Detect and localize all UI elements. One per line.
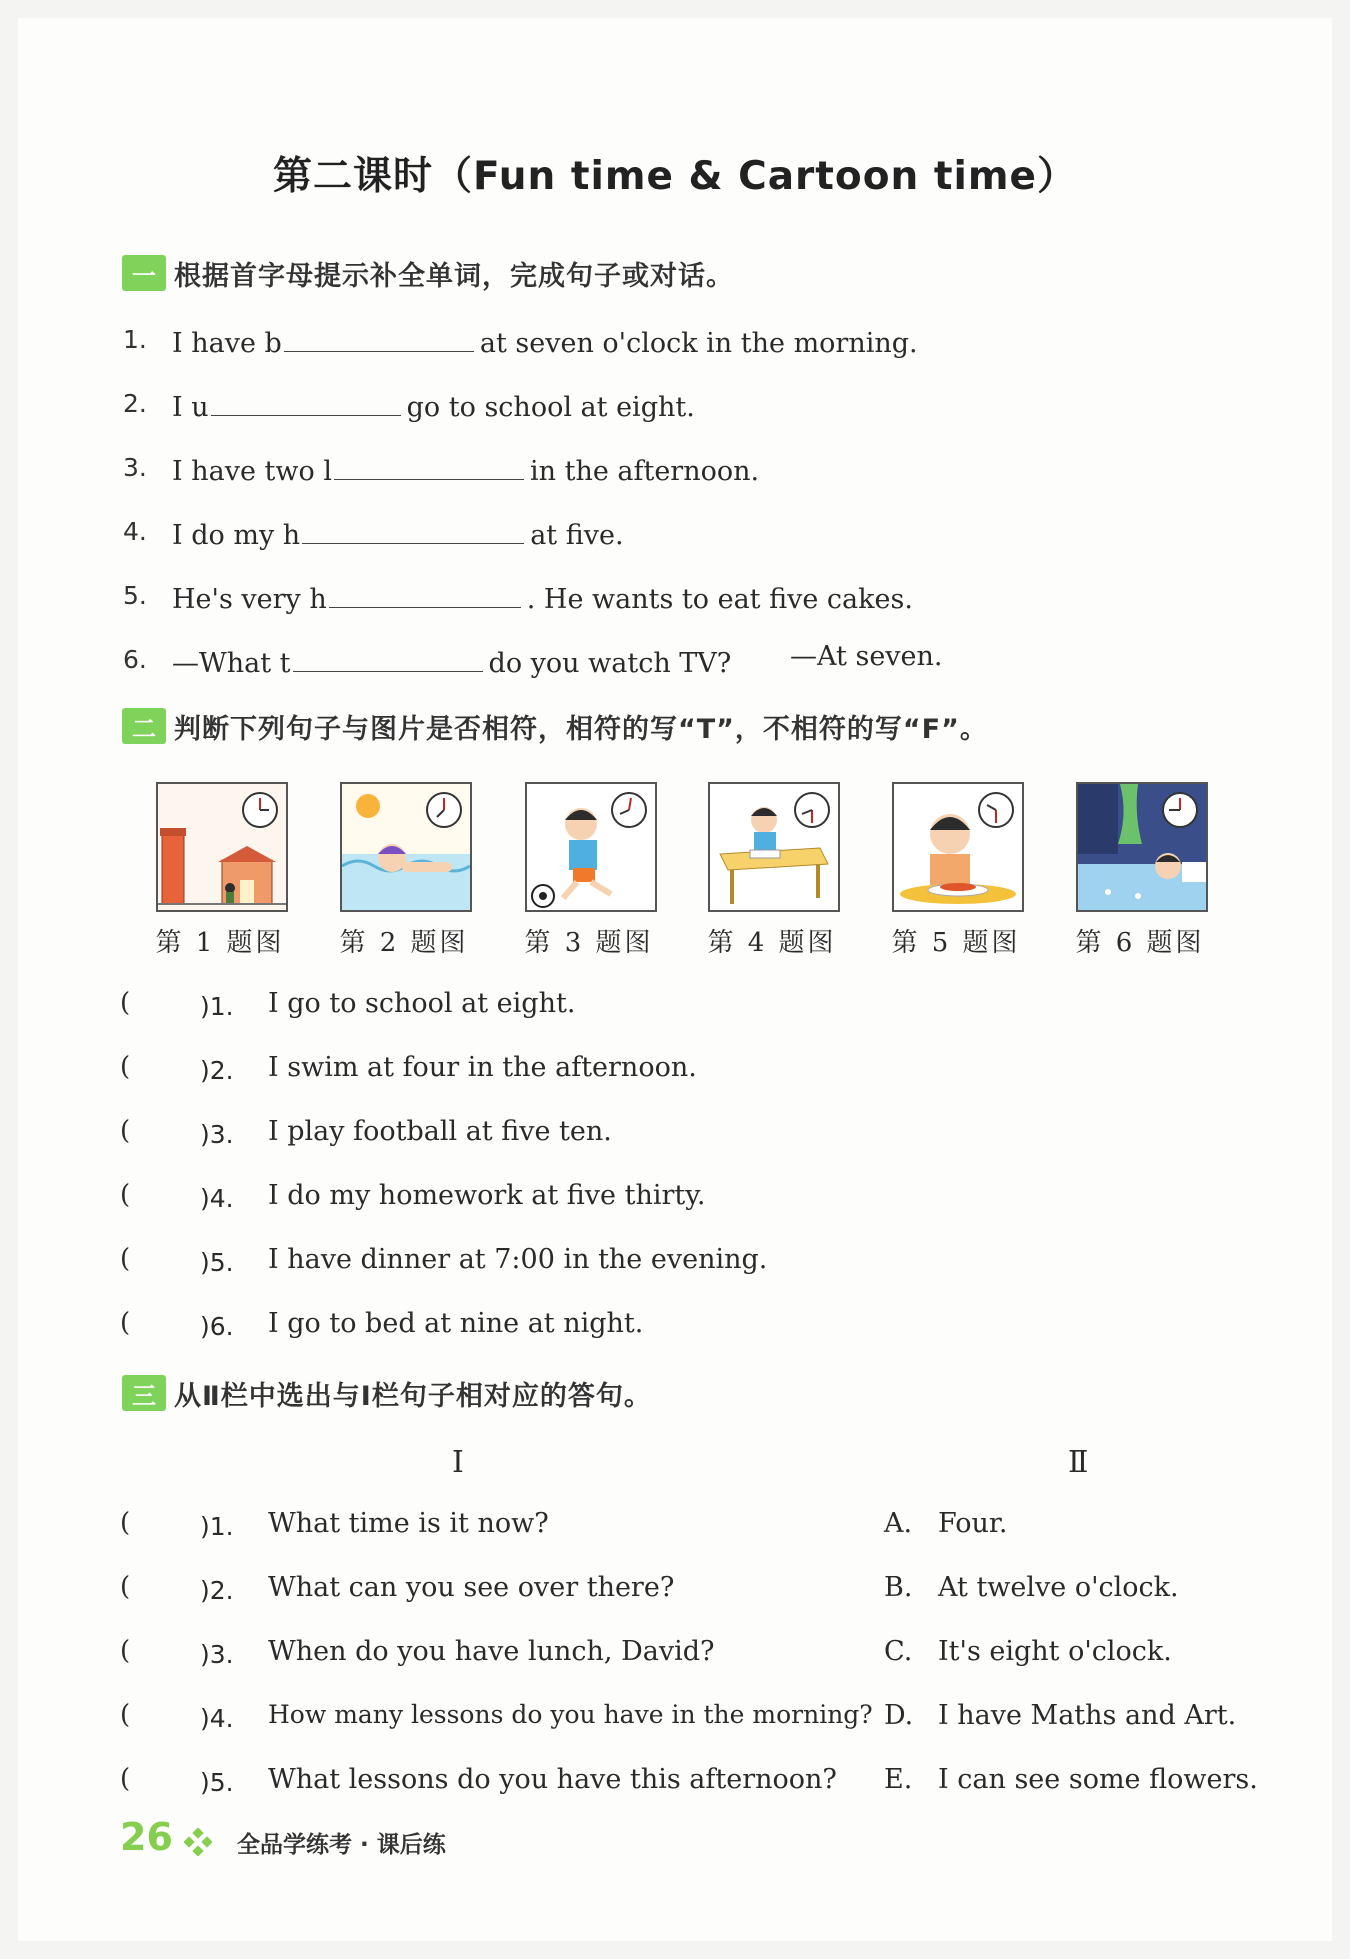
- clock-icon: [792, 790, 832, 830]
- answer-paren[interactable]: (: [120, 1180, 131, 1210]
- item-text: I swim at four in the afternoon.: [268, 1052, 697, 1083]
- item-text: I play football at five ten.: [268, 1116, 612, 1147]
- item-number: )2.: [200, 1056, 234, 1085]
- item-number: 5.: [123, 581, 147, 610]
- item-text: I go to bed at nine at night.: [268, 1308, 644, 1339]
- clock-icon: [424, 790, 464, 830]
- item-text: He's very h . He wants to eat five cakes.: [172, 577, 913, 615]
- answer-paren[interactable]: (: [120, 1636, 131, 1666]
- item-number: )4.: [200, 1704, 234, 1733]
- answer-blank[interactable]: [211, 385, 401, 416]
- question-text: What can you see over there?: [268, 1572, 675, 1603]
- question-text: What time is it now?: [268, 1508, 549, 1539]
- answer-blank[interactable]: [293, 641, 483, 672]
- picture-caption-2: 第 2 题图: [339, 928, 469, 958]
- answer-blank[interactable]: [302, 513, 524, 544]
- item-text: I do my homework at five thirty.: [268, 1180, 706, 1211]
- item-number: )3.: [200, 1640, 234, 1669]
- section-3-header: [122, 1373, 652, 1413]
- picture-caption-4: 第 4 题图: [707, 928, 837, 958]
- answer-blank[interactable]: [284, 321, 474, 352]
- option-letter: B.: [884, 1572, 913, 1603]
- picture-caption-3: 第 3 题图: [524, 928, 654, 958]
- page-title: 第二课时（Fun time & Cartoon time）: [273, 154, 1077, 199]
- page-number: 26: [120, 1815, 173, 1859]
- clock-icon: [609, 790, 649, 830]
- answer-blank[interactable]: [329, 577, 521, 608]
- item-number: 4.: [123, 517, 147, 546]
- item-text: —What t do you watch TV?: [172, 641, 731, 679]
- item-number: 6.: [123, 645, 147, 674]
- item-text: I u go to school at eight.: [172, 385, 695, 423]
- diamond-logo-icon: [184, 1828, 212, 1856]
- option-text: It's eight o'clock.: [938, 1636, 1172, 1667]
- answer-paren[interactable]: (: [120, 1052, 131, 1082]
- item-text: I have two l in the afternoon.: [172, 449, 759, 487]
- answer-paren[interactable]: (: [120, 1116, 131, 1146]
- option-text: I can see some flowers.: [938, 1764, 1258, 1795]
- section-3-instruction: 从Ⅱ栏中选出与Ⅰ栏句子相对应的答句。: [174, 1380, 652, 1412]
- picture-4-homework: [708, 782, 840, 912]
- option-text: At twelve o'clock.: [938, 1572, 1179, 1603]
- picture-caption-6: 第 6 题图: [1075, 928, 1205, 958]
- section-2-instruction: 判断下列句子与图片是否相符，相符的写“T”，不相符的写“F”。: [174, 713, 988, 745]
- picture-2-swimming: [340, 782, 472, 912]
- item-number: )4.: [200, 1184, 234, 1213]
- clock-icon: [240, 790, 280, 830]
- option-letter: A.: [884, 1508, 913, 1539]
- clock-icon: [976, 790, 1016, 830]
- section-2-badge: 二: [122, 708, 166, 744]
- item-number: )1.: [200, 1512, 234, 1541]
- item-number: )5.: [200, 1248, 234, 1277]
- question-text: What lessons do you have this afternoon?: [268, 1764, 837, 1795]
- section-2-header: [122, 706, 988, 746]
- option-text: I have Maths and Art.: [938, 1700, 1237, 1731]
- answer-paren[interactable]: (: [120, 1308, 131, 1338]
- picture-3-football: [525, 782, 657, 912]
- section-1-instruction: 根据首字母提示补全单词，完成句子或对话。: [174, 260, 734, 292]
- answer-paren[interactable]: (: [120, 1572, 131, 1602]
- column-2-heading: Ⅱ: [1068, 1445, 1089, 1480]
- answer-paren[interactable]: (: [120, 1764, 131, 1794]
- option-letter: D.: [884, 1700, 914, 1731]
- column-1-heading: Ⅰ: [452, 1445, 464, 1480]
- item-number: )1.: [200, 992, 234, 1021]
- item-text: I have dinner at 7:00 in the evening.: [268, 1244, 768, 1275]
- picture-1-school: [156, 782, 288, 912]
- answer-paren[interactable]: (: [120, 1700, 131, 1730]
- item-text: I have b at seven o'clock in the morning.: [172, 321, 918, 359]
- item-text: I go to school at eight.: [268, 988, 576, 1019]
- item-text: I do my h at five.: [172, 513, 624, 551]
- section-1-badge: 一: [122, 255, 166, 291]
- question-text: How many lessons do you have in the morning?: [268, 1700, 873, 1729]
- picture-6-bedtime: [1076, 782, 1208, 912]
- picture-caption-1: 第 1 题图: [155, 928, 285, 958]
- clock-icon: [1160, 790, 1200, 830]
- answer-paren[interactable]: (: [120, 988, 131, 1018]
- question-text: When do you have lunch, David?: [268, 1636, 715, 1667]
- option-letter: C.: [884, 1636, 913, 1667]
- answer-blank[interactable]: [334, 449, 524, 480]
- item-number: 3.: [123, 453, 147, 482]
- answer-paren[interactable]: (: [120, 1244, 131, 1274]
- option-letter: E.: [884, 1764, 913, 1795]
- item-number: 2.: [123, 389, 147, 418]
- picture-caption-5: 第 5 题图: [891, 928, 1021, 958]
- item-reply: —At seven.: [790, 641, 943, 672]
- book-title: 全品学练考 · 课后练: [237, 1832, 446, 1858]
- item-number: )6.: [200, 1312, 234, 1341]
- item-number: )5.: [200, 1768, 234, 1797]
- answer-paren[interactable]: (: [120, 1508, 131, 1538]
- section-1-header: [122, 253, 734, 293]
- option-text: Four.: [938, 1508, 1008, 1539]
- item-number: )2.: [200, 1576, 234, 1605]
- section-3-badge: 三: [122, 1375, 166, 1411]
- picture-5-dinner: [892, 782, 1024, 912]
- item-number: )3.: [200, 1120, 234, 1149]
- item-number: 1.: [123, 325, 147, 354]
